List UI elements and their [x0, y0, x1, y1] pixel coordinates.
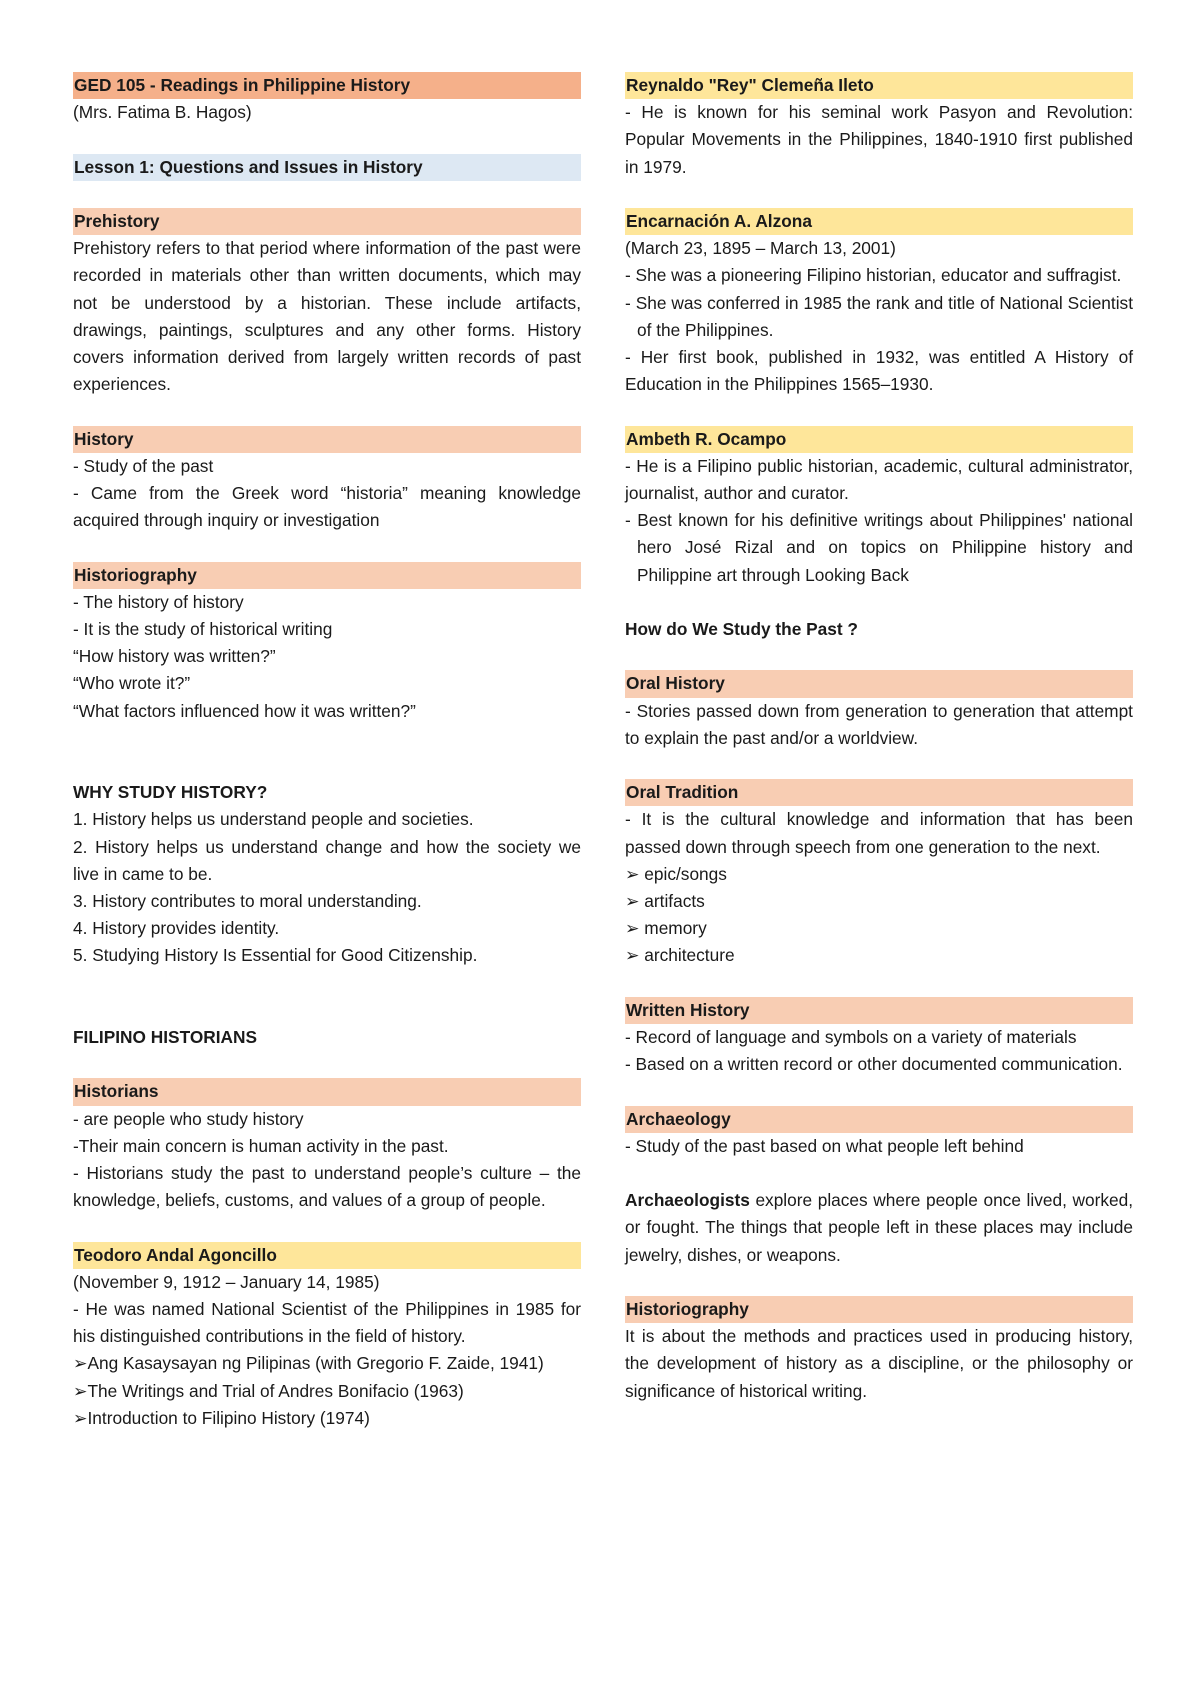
oral-tradition-item [625, 888, 1133, 915]
arrow-bullet-icon: ➢ [73, 1407, 88, 1428]
alzona-item: - She was a pioneering Filipino historian, educator and suffragist. [625, 265, 1122, 286]
history-item: - Came from the Greek word “historia” meaning knowledge acquired through inquiry or investigation [73, 483, 581, 531]
oral-history-text: - Stories passed down from generation to generation that attempt to explain the past and/or a worldview. [625, 700, 1133, 748]
alzona-dates: (March 23, 1895 – March 13, 2001) [625, 238, 896, 259]
item-text: artifacts [644, 891, 705, 912]
history-item: - Study of the past [73, 455, 214, 476]
historiography-item: - The history of history [73, 591, 244, 612]
historiography-item: “Who wrote it?” [73, 673, 191, 694]
agoncillo-heading: Teodoro Andal Agoncillo [73, 1242, 581, 1269]
ocampo-item: - He is a Filipino public historian, academic, cultural administrator, journalist, author and curator. [625, 455, 1133, 504]
oral-tradition-item [625, 942, 1133, 969]
written-history-item: - Based on a written record or other documented communication. [625, 1054, 1123, 1075]
why-study-item [73, 806, 581, 833]
item-text: History contributes to moral understanding. [92, 891, 422, 912]
why-study-heading: WHY STUDY HISTORY? [73, 782, 268, 803]
item-number: 3. [73, 891, 88, 912]
agoncillo-dates: (November 9, 1912 – January 14, 1985) [73, 1271, 380, 1292]
work-title: Ang Kasaysayan ng Pilipinas (with Gregorio F. Zaide, 1941) [87, 1353, 544, 1374]
archaeology-text: - Study of the past based on what people left behind [625, 1135, 1024, 1156]
arrow-bullet-icon: ➢ [73, 1380, 88, 1401]
work-title: Introduction to Filipino History (1974) [87, 1407, 370, 1428]
ileto-heading: Reynaldo "Rey" Clemeña Ileto [625, 72, 1133, 99]
why-study-item [73, 834, 581, 888]
item-text: Studying History Is Essential for Good Citizenship. [92, 945, 478, 966]
item-text: epic/songs [644, 863, 727, 884]
archaeology-heading: Archaeology [625, 1106, 1133, 1133]
arrow-bullet-icon: ➢ [625, 891, 640, 912]
item-number: 5. [73, 945, 88, 966]
alzona-item: - She was conferred in 1985 the rank and title of National Scientist of the Philippines. [625, 292, 1133, 340]
agoncillo-desc: - He was named National Scientist of the Philippines in 1985 for his distinguished contributions in the field of history. [73, 1299, 581, 1347]
oral-history-heading: Oral History [625, 670, 1133, 697]
item-number: 1. [73, 809, 88, 830]
agoncillo-work [73, 1350, 581, 1377]
archaeologists-paragraph [625, 1187, 1133, 1269]
agoncillo-work [73, 1378, 581, 1405]
historians-item: - are people who study history [73, 1108, 304, 1129]
item-number: 4. [73, 918, 88, 939]
work-title: The Writings and Trial of Andres Bonifacio (1963) [87, 1380, 464, 1401]
written-history-heading: Written History [625, 997, 1133, 1024]
why-study-item [73, 888, 581, 915]
historiography2-text: It is about the methods and practices used in producing history, the development of history as a discipline, or the philosophy or significance of historical writing. [625, 1326, 1133, 1401]
prehistory-heading: Prehistory [73, 208, 581, 235]
historiography-item: “How history was written?” [73, 646, 276, 667]
historiography-heading: Historiography [73, 562, 581, 589]
item-text: History helps us understand people and societies. [92, 809, 474, 830]
arrow-bullet-icon: ➢ [625, 945, 640, 966]
why-study-item [73, 942, 581, 969]
oral-tradition-item [625, 861, 1133, 888]
historiography-item: “What factors influenced how it was written?” [73, 700, 416, 721]
historiography2-heading: Historiography [625, 1296, 1133, 1323]
item-text: memory [644, 918, 707, 939]
historians-heading: Historians [73, 1078, 581, 1105]
item-text: History helps us understand change and how the society we live in came to be. [73, 836, 581, 884]
agoncillo-work [73, 1405, 581, 1432]
item-text: History provides identity. [92, 918, 280, 939]
how-study-heading: How do We Study the Past ? [625, 619, 858, 640]
ocampo-item: - Best known for his definitive writings about Philippines' national hero José Rizal and on topics on Philippine history and Philippine art through Looking Back [625, 510, 1133, 585]
history-heading: History [73, 426, 581, 453]
course-title: GED 105 - Readings in Philippine History [73, 72, 581, 99]
written-history-item: - Record of language and symbols on a variety of materials [625, 1027, 1077, 1048]
right-column [625, 72, 1133, 1405]
arrow-bullet-icon: ➢ [625, 918, 640, 939]
arrow-bullet-icon: ➢ [73, 1353, 88, 1374]
why-study-item [73, 915, 581, 942]
ileto-desc: - He is known for his seminal work Pasyon and Revolution: Popular Movements in the Philippines, 1840-1910 first published in 1979. [625, 102, 1133, 177]
archaeologists-text: explore places where people once lived, worked, or fought. The things that people left in these places may include jewelry, dishes, or weapons. [625, 1190, 1133, 1265]
alzona-heading: Encarnación A. Alzona [625, 208, 1133, 235]
oral-tradition-text: - It is the cultural knowledge and information that has been passed down through speech from one generation to the next. [625, 809, 1133, 857]
instructor-name: (Mrs. Fatima B. Hagos) [73, 102, 252, 123]
ocampo-heading: Ambeth R. Ocampo [625, 426, 1133, 453]
oral-tradition-heading: Oral Tradition [625, 779, 1133, 806]
item-text: architecture [644, 945, 735, 966]
historians-item: - Historians study the past to understand people’s culture – the knowledge, beliefs, customs, and values of a group of people. [73, 1163, 581, 1211]
filipino-historians-heading: FILIPINO HISTORIANS [73, 1027, 258, 1048]
oral-tradition-item [625, 915, 1133, 942]
historiography-item: - It is the study of historical writing [73, 619, 333, 639]
arrow-bullet-icon: ➢ [625, 863, 640, 884]
historians-item: -Their main concern is human activity in the past. [73, 1135, 449, 1156]
left-column [73, 72, 581, 1432]
alzona-item: - Her first book, published in 1932, was entitled A History of Education in the Philippines 1565–1930. [625, 347, 1133, 395]
prehistory-text: Prehistory refers to that period where information of the past were recorded in materials other than written documents, which may not be understood by a historian. These include artifacts, drawings, paintings, sculptures and any other forms. History covers information derived from largely written records of past experiences. [73, 238, 581, 395]
archaeologists-term: Archaeologists [625, 1190, 750, 1211]
item-number: 2. [73, 836, 88, 857]
lesson-title: Lesson 1: Questions and Issues in History [73, 154, 581, 181]
